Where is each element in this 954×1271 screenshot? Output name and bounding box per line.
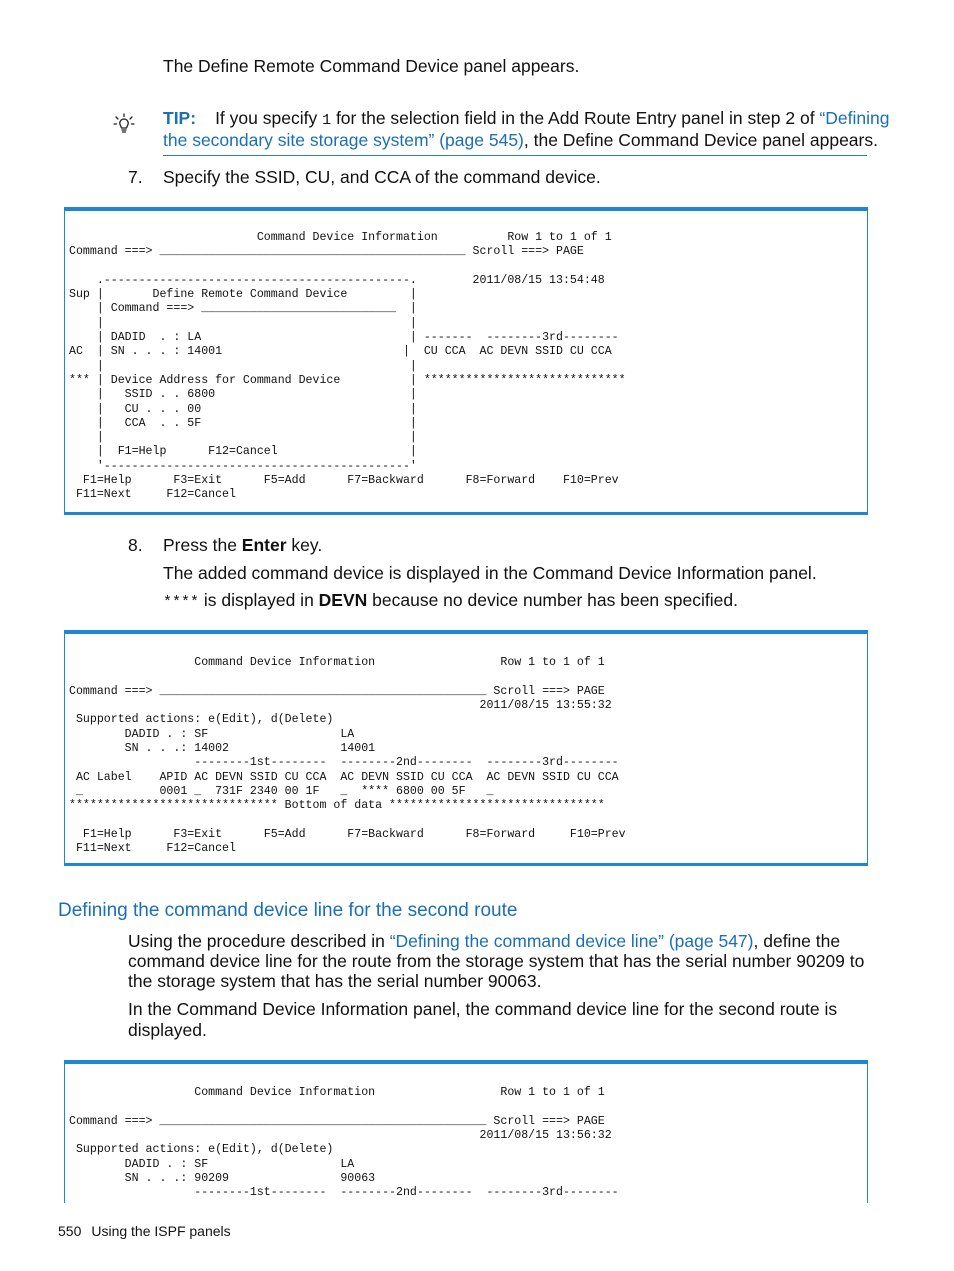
para-1-line-2: command device line for the route from the storage system that has the serial number 90209 to (128, 951, 865, 971)
step-8-number: 8. (128, 535, 143, 555)
terminal-line: SN . . .: 14002 14001 (69, 742, 376, 756)
terminal-line: Supported actions: e(Edit), d(Delete) (69, 713, 334, 727)
terminal-text (65, 1072, 867, 1201)
terminal-line: Command ===> _______________________________________________ Scroll ===> PAGE (69, 684, 605, 698)
terminal-line: | SSID . . 6800 | (69, 388, 417, 402)
tip-text-post: , the Define Command Device panel appears. (523, 130, 878, 150)
tip-label: TIP: (163, 108, 197, 128)
terminal-screen-command-device-info-1 (64, 630, 868, 866)
tip-line-2 (163, 130, 878, 151)
terminal-text (65, 642, 867, 856)
terminal-line: --------1st-------- --------2nd-------- --------3rd-------- (69, 1186, 619, 1200)
terminal-line: | CCA . . 5F | (69, 416, 417, 430)
step-7-number: 7. (128, 167, 143, 187)
terminal-line: AC | SN . . . : 14001 | CU CCA AC DEVN SSID CU CCA (69, 345, 612, 359)
intro-text: The Define Remote Command Device panel appears. (163, 56, 580, 76)
terminal-line: Command Device Information Row 1 to 1 of 1 (69, 1086, 605, 1100)
devn-placeholder-code: **** (163, 594, 200, 611)
lightbulb-icon (113, 113, 135, 135)
terminal-line: Supported actions: e(Edit), d(Delete) (69, 1143, 334, 1157)
terminal-line: Command ===> _______________________________________________ Scroll ===> PAGE (69, 1114, 605, 1128)
para-1-line-3: the storage system that has the serial number 90063. (128, 971, 542, 991)
terminal-line: _ 0001 _ 731F 2340 00 1F _ **** 6800 00 5F _ (69, 784, 494, 798)
step-8-pre: Press the (163, 535, 242, 555)
terminal-screen-define-remote-command-device (64, 207, 868, 515)
page-footer (58, 1223, 231, 1239)
terminal-line: --------1st-------- --------2nd-------- --------3rd-------- (69, 756, 619, 770)
terminal-line: .--------------------------------------------. 2011/08/15 13:54:48 (69, 273, 605, 287)
devn-note-pre: is displayed in (199, 590, 319, 610)
terminal-line: | | (69, 431, 417, 445)
terminal-screen-command-device-info-2 (64, 1060, 868, 1203)
page-number: 550 (58, 1223, 82, 1239)
terminal-line: '--------------------------------------------' (69, 459, 417, 473)
step-8-devn-note (163, 590, 738, 613)
tip-link-part-2[interactable]: the secondary site storage system” (page 545) (163, 130, 524, 150)
tip-divider (163, 155, 867, 156)
terminal-line: Command Device Information Row 1 to 1 of 1 (69, 656, 605, 670)
tip-line-1 (163, 108, 889, 131)
tip-text-mid: for the selection field in the Add Route Entry panel in step 2 of (331, 108, 820, 128)
terminal-line: | | (69, 316, 417, 330)
para-1-pre: Using the procedure described in (128, 931, 390, 951)
step-8-post: key. (286, 535, 323, 555)
terminal-line: AC Label APID AC DEVN SSID CU CCA AC DEVN SSID CU CCA AC DEVN SSID CU CCA (69, 770, 619, 784)
terminal-line: F11=Next F12=Cancel (69, 842, 236, 856)
para-2-line-1: In the Command Device Information panel, the command device line for the second route is (128, 999, 838, 1019)
tip-code: 1 (322, 112, 332, 129)
terminal-line: DADID . : SF LA (69, 1157, 355, 1171)
terminal-line: Sup | Define Remote Command Device | (69, 288, 417, 302)
para-1-post: , define the (753, 931, 841, 951)
terminal-line: F1=Help F3=Exit F5=Add F7=Backward F8=Forward F10=Prev (69, 827, 626, 841)
section-heading: Defining the command device line for the second route (58, 900, 518, 921)
terminal-line: 2011/08/15 13:55:32 (69, 699, 612, 713)
step-7-text: Specify the SSID, CU, and CCA of the command device. (163, 167, 601, 187)
footer-title: Using the ISPF panels (91, 1223, 231, 1239)
tip-link-part-1[interactable]: “Defining (819, 108, 890, 128)
terminal-line: | Command ===> ____________________________ | (69, 302, 417, 316)
para-2-line-2: displayed. (128, 1020, 207, 1040)
enter-key-label: Enter (241, 535, 287, 555)
terminal-text (65, 231, 867, 503)
terminal-line: | | (69, 359, 417, 373)
terminal-line: *** | Device Address for Command Device | ***************************** (69, 373, 626, 387)
terminal-line: 2011/08/15 13:56:32 (69, 1129, 612, 1143)
terminal-line: Command ===> ____________________________________________ Scroll ===> PAGE (69, 245, 584, 259)
tip-text-pre: If you specify (215, 108, 323, 128)
devn-keyword: DEVN (318, 590, 368, 610)
terminal-line: Command Device Information Row 1 to 1 of 1 (69, 231, 612, 244)
terminal-line: | CU . . . 00 | (69, 402, 417, 416)
defining-command-device-line-link[interactable]: “Defining the command device line” (page 547) (389, 931, 754, 951)
terminal-line: F11=Next F12=Cancel (69, 488, 236, 502)
devn-note-post: because no device number has been specified. (367, 590, 738, 610)
terminal-line: SN . . .: 90209 90063 (69, 1172, 376, 1186)
terminal-line: ****************************** Bottom of data ******************************* (69, 799, 605, 813)
terminal-line: DADID . : SF LA (69, 727, 355, 741)
terminal-line: F1=Help F3=Exit F5=Add F7=Backward F8=Forward F10=Prev (69, 474, 619, 488)
terminal-line: | DADID . : LA | ------- --------3rd-------- (69, 331, 619, 345)
step-8-text (163, 535, 322, 556)
para-1-line-1 (128, 931, 840, 952)
terminal-line: | F1=Help F12=Cancel | (69, 445, 417, 459)
step-8-description: The added command device is displayed in the Command Device Information panel. (163, 563, 817, 583)
